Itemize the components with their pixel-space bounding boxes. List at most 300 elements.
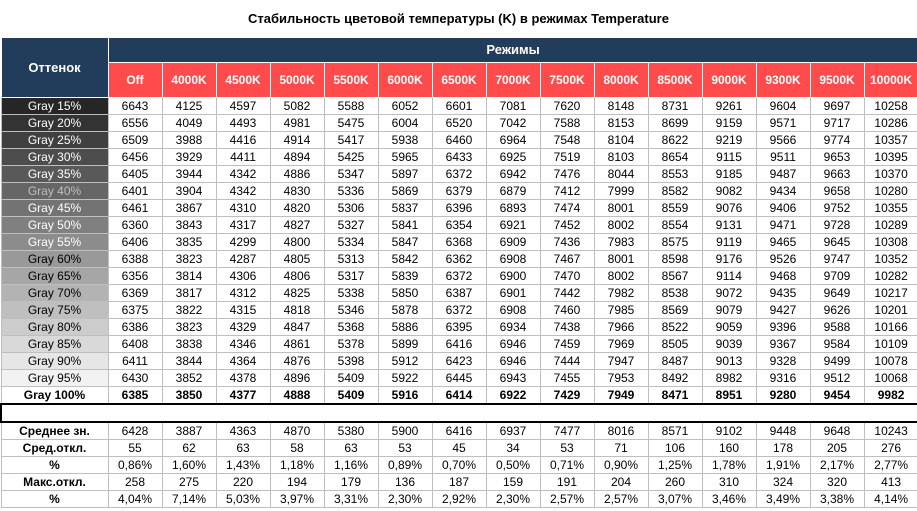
table-row — [1, 234, 917, 251]
stats-cell: 0,90% — [594, 457, 648, 474]
stats-cell: 1,78% — [702, 457, 756, 474]
table-cell: 4894 — [270, 149, 324, 166]
stats-cell: 204 — [594, 474, 648, 491]
table-row — [1, 251, 917, 268]
mode-header-8: 7500K — [540, 63, 594, 98]
stats-cell: 53 — [378, 440, 432, 457]
spacer-cell — [1, 404, 917, 422]
table-cell: 5317 — [324, 268, 378, 285]
table-cell: 3822 — [162, 302, 216, 319]
table-cell: 8654 — [648, 149, 702, 166]
stats-cell: 9102 — [702, 422, 756, 440]
stats-cell: 1,18% — [270, 457, 324, 474]
table-cell: 5886 — [378, 319, 432, 336]
table-cell: 5338 — [324, 285, 378, 302]
table-cell: 3867 — [162, 200, 216, 217]
table-cell: 3988 — [162, 132, 216, 149]
stats-cell: 179 — [324, 474, 378, 491]
table-cell: 4847 — [270, 319, 324, 336]
gray-label: Gray 55% — [1, 234, 108, 251]
table-cell: 4896 — [270, 370, 324, 387]
table-row — [1, 115, 917, 132]
stats-cell: 0,71% — [540, 457, 594, 474]
table-cell: 4416 — [216, 132, 270, 149]
stats-cell: 275 — [162, 474, 216, 491]
table-cell: 9653 — [810, 149, 864, 166]
stats-cell: 2,57% — [540, 491, 594, 508]
stats-cell: 63 — [324, 440, 378, 457]
table-cell: 9512 — [810, 370, 864, 387]
table-cell: 10217 — [864, 285, 917, 302]
mode-header-7: 7000K — [486, 63, 540, 98]
table-cell: 8731 — [648, 98, 702, 115]
mode-header-4: 5500K — [324, 63, 378, 98]
table-cell: 4886 — [270, 166, 324, 183]
gray-label: Gray 15% — [1, 98, 108, 115]
table-cell: 6396 — [432, 200, 486, 217]
table-cell: 6445 — [432, 370, 486, 387]
table-cell: 4800 — [270, 234, 324, 251]
table-cell: 10280 — [864, 183, 917, 200]
table-cell: 6423 — [432, 353, 486, 370]
stats-cell: 34 — [486, 440, 540, 457]
stats-cell: 2,92% — [432, 491, 486, 508]
table-cell: 9663 — [810, 166, 864, 183]
table-cell: 4329 — [216, 319, 270, 336]
stats-cell: 2,17% — [810, 457, 864, 474]
table-cell: 9487 — [756, 166, 810, 183]
table-cell: 6375 — [108, 302, 162, 319]
stats-cell: 5380 — [324, 422, 378, 440]
table-cell: 4342 — [216, 183, 270, 200]
table-cell: 8001 — [594, 251, 648, 268]
table-cell: 6908 — [486, 302, 540, 319]
table-cell: 5841 — [378, 217, 432, 234]
table-cell: 9571 — [756, 115, 810, 132]
table-cell: 5588 — [324, 98, 378, 115]
table-cell: 9982 — [864, 387, 917, 405]
table-row — [1, 217, 917, 234]
stats-cell: 2,30% — [378, 491, 432, 508]
table-cell: 6893 — [486, 200, 540, 217]
table-row — [1, 200, 917, 217]
mode-header-12: 9300K — [756, 63, 810, 98]
table-cell: 6922 — [486, 387, 540, 405]
table-cell: 10352 — [864, 251, 917, 268]
table-cell: 9752 — [810, 200, 864, 217]
table-cell: 6430 — [108, 370, 162, 387]
stats-cell: 71 — [594, 440, 648, 457]
table-cell: 6372 — [432, 166, 486, 183]
stats-row — [1, 474, 917, 491]
table-cell: 9649 — [810, 285, 864, 302]
mode-header-9: 8000K — [594, 63, 648, 98]
mode-header-14: 10000K — [864, 63, 917, 98]
table-cell: 9119 — [702, 234, 756, 251]
table-cell: 9499 — [810, 353, 864, 370]
table-cell: 5912 — [378, 353, 432, 370]
table-cell: 8699 — [648, 115, 702, 132]
table-cell: 9159 — [702, 115, 756, 132]
table-cell: 3904 — [162, 183, 216, 200]
table-cell: 6416 — [432, 336, 486, 353]
modes-header: Режимы — [108, 38, 917, 63]
header-row-modes — [1, 38, 917, 63]
table-cell: 10166 — [864, 319, 917, 336]
table-cell: 4299 — [216, 234, 270, 251]
gray-label: Gray 95% — [1, 370, 108, 387]
table-cell: 8148 — [594, 98, 648, 115]
table-cell: 8559 — [648, 200, 702, 217]
table-cell: 10289 — [864, 217, 917, 234]
table-cell: 8598 — [648, 251, 702, 268]
stats-cell: 1,60% — [162, 457, 216, 474]
table-row — [1, 183, 917, 200]
table-cell: 8153 — [594, 115, 648, 132]
table-cell: 5306 — [324, 200, 378, 217]
table-cell: 4310 — [216, 200, 270, 217]
table-cell: 8622 — [648, 132, 702, 149]
table-cell: 7588 — [540, 115, 594, 132]
table-cell: 9604 — [756, 98, 810, 115]
table-cell: 4914 — [270, 132, 324, 149]
table-cell: 8582 — [648, 183, 702, 200]
table-cell: 6925 — [486, 149, 540, 166]
table-cell: 4315 — [216, 302, 270, 319]
table-cell: 6368 — [432, 234, 486, 251]
table-cell: 4830 — [270, 183, 324, 200]
stats-cell: 324 — [756, 474, 810, 491]
stats-cell: 106 — [648, 440, 702, 457]
table-cell: 7459 — [540, 336, 594, 353]
table-cell: 4411 — [216, 149, 270, 166]
table-cell: 6379 — [432, 183, 486, 200]
table-cell: 8103 — [594, 149, 648, 166]
table-row — [1, 319, 917, 336]
stats-cell: 7,14% — [162, 491, 216, 508]
stats-cell: 194 — [270, 474, 324, 491]
table-cell: 6921 — [486, 217, 540, 234]
table-cell: 9013 — [702, 353, 756, 370]
table-cell: 4378 — [216, 370, 270, 387]
table-cell: 6509 — [108, 132, 162, 149]
stats-cell: 136 — [378, 474, 432, 491]
table-cell: 9471 — [756, 217, 810, 234]
gray-label: Gray 60% — [1, 251, 108, 268]
table-cell: 8104 — [594, 132, 648, 149]
stats-cell: 10243 — [864, 422, 917, 440]
table-cell: 3838 — [162, 336, 216, 353]
table-cell: 3929 — [162, 149, 216, 166]
table-cell: 5878 — [378, 302, 432, 319]
table-cell: 6356 — [108, 268, 162, 285]
table-cell: 9115 — [702, 149, 756, 166]
table-cell: 9176 — [702, 251, 756, 268]
table-cell: 7436 — [540, 234, 594, 251]
table-cell: 5327 — [324, 217, 378, 234]
table-cell: 4125 — [162, 98, 216, 115]
table-cell: 10078 — [864, 353, 917, 370]
stats-cell: 260 — [648, 474, 702, 491]
table-cell: 7476 — [540, 166, 594, 183]
stats-cell: 6428 — [108, 422, 162, 440]
table-cell: 6643 — [108, 98, 162, 115]
table-cell: 10109 — [864, 336, 917, 353]
table-cell: 7470 — [540, 268, 594, 285]
table-cell: 6901 — [486, 285, 540, 302]
table-cell: 7982 — [594, 285, 648, 302]
gray-label: Gray 100% — [1, 387, 108, 405]
table-cell: 9039 — [702, 336, 756, 353]
table-cell: 9626 — [810, 302, 864, 319]
table-cell: 5409 — [324, 370, 378, 387]
table-cell: 8553 — [648, 166, 702, 183]
stats-label: Среднее зн. — [1, 422, 108, 440]
table-cell: 5368 — [324, 319, 378, 336]
stats-cell: 8571 — [648, 422, 702, 440]
table-cell: 8567 — [648, 268, 702, 285]
table-cell: 6934 — [486, 319, 540, 336]
table-cell: 10068 — [864, 370, 917, 387]
table-cell: 8492 — [648, 370, 702, 387]
table-cell: 6946 — [486, 336, 540, 353]
stats-cell: 320 — [810, 474, 864, 491]
stats-cell: 55 — [108, 440, 162, 457]
table-cell: 4805 — [270, 251, 324, 268]
table-cell: 6964 — [486, 132, 540, 149]
table-cell: 5336 — [324, 183, 378, 200]
table-cell: 5082 — [270, 98, 324, 115]
table-cell: 9406 — [756, 200, 810, 217]
table-cell: 6946 — [486, 353, 540, 370]
table-cell: 4049 — [162, 115, 216, 132]
stats-cell: 187 — [432, 474, 486, 491]
table-cell: 8044 — [594, 166, 648, 183]
table-cell: 4364 — [216, 353, 270, 370]
table-cell: 9280 — [756, 387, 810, 405]
table-cell: 8002 — [594, 217, 648, 234]
stats-cell: 3,97% — [270, 491, 324, 508]
stats-cell: 1,16% — [324, 457, 378, 474]
table-cell: 4317 — [216, 217, 270, 234]
stats-cell: 3887 — [162, 422, 216, 440]
stats-cell: 4,04% — [108, 491, 162, 508]
table-cell: 4312 — [216, 285, 270, 302]
table-cell: 6414 — [432, 387, 486, 405]
table-row — [1, 387, 917, 405]
table-cell: 9728 — [810, 217, 864, 234]
table-cell: 5425 — [324, 149, 378, 166]
stats-cell: 3,38% — [810, 491, 864, 508]
table-cell: 7474 — [540, 200, 594, 217]
table-cell: 8471 — [648, 387, 702, 405]
stats-cell: 5,03% — [216, 491, 270, 508]
table-cell: 6406 — [108, 234, 162, 251]
table-cell: 6405 — [108, 166, 162, 183]
mode-header-2: 4500K — [216, 63, 270, 98]
mode-header-3: 5000K — [270, 63, 324, 98]
stats-cell: 0,86% — [108, 457, 162, 474]
stats-cell: 2,77% — [864, 457, 917, 474]
stats-cell: 3,31% — [324, 491, 378, 508]
stats-cell: 160 — [702, 440, 756, 457]
table-cell: 7519 — [540, 149, 594, 166]
table-cell: 6908 — [486, 251, 540, 268]
table-cell: 7438 — [540, 319, 594, 336]
table-cell: 6411 — [108, 353, 162, 370]
table-cell: 8002 — [594, 268, 648, 285]
table-cell: 5347 — [324, 166, 378, 183]
table-cell: 6004 — [378, 115, 432, 132]
stats-cell: 3,07% — [648, 491, 702, 508]
gray-label: Gray 30% — [1, 149, 108, 166]
table-cell: 3844 — [162, 353, 216, 370]
table-cell: 9465 — [756, 234, 810, 251]
table-cell: 9072 — [702, 285, 756, 302]
table-cell: 4820 — [270, 200, 324, 217]
table-cell: 7042 — [486, 115, 540, 132]
table-cell: 7444 — [540, 353, 594, 370]
stats-cell: 3,46% — [702, 491, 756, 508]
table-row — [1, 285, 917, 302]
table-cell: 9185 — [702, 166, 756, 183]
gray-label: Gray 90% — [1, 353, 108, 370]
stats-cell: 310 — [702, 474, 756, 491]
table-cell: 8487 — [648, 353, 702, 370]
table-cell: 3814 — [162, 268, 216, 285]
table-cell: 3817 — [162, 285, 216, 302]
table-cell: 10201 — [864, 302, 917, 319]
table-cell: 7953 — [594, 370, 648, 387]
stats-cell: 63 — [216, 440, 270, 457]
table-cell: 5346 — [324, 302, 378, 319]
stats-row — [1, 457, 917, 474]
table-cell: 9526 — [756, 251, 810, 268]
table-cell: 6879 — [486, 183, 540, 200]
table-cell: 3823 — [162, 319, 216, 336]
table-cell: 6385 — [108, 387, 162, 405]
stats-cell: 58 — [270, 440, 324, 457]
gray-label: Gray 85% — [1, 336, 108, 353]
table-cell: 6052 — [378, 98, 432, 115]
page-title: Стабильность цветовой температуры (K) в режимах Temperature — [248, 11, 669, 26]
stats-cell: 2,57% — [594, 491, 648, 508]
stats-cell: 0,89% — [378, 457, 432, 474]
table-cell: 6362 — [432, 251, 486, 268]
table-cell: 4888 — [270, 387, 324, 405]
table-cell: 5839 — [378, 268, 432, 285]
table-cell: 5938 — [378, 132, 432, 149]
table-cell: 9435 — [756, 285, 810, 302]
table-cell: 9131 — [702, 217, 756, 234]
table-cell: 8505 — [648, 336, 702, 353]
table-cell: 6456 — [108, 149, 162, 166]
gray-label: Gray 40% — [1, 183, 108, 200]
stats-cell: 0,70% — [432, 457, 486, 474]
table-cell: 5847 — [378, 234, 432, 251]
stats-cell: 413 — [864, 474, 917, 491]
table-cell: 4346 — [216, 336, 270, 353]
gray-label: Gray 65% — [1, 268, 108, 285]
table-cell: 6408 — [108, 336, 162, 353]
table-cell: 9709 — [810, 268, 864, 285]
table-cell: 9076 — [702, 200, 756, 217]
table-cell: 9079 — [702, 302, 756, 319]
table-cell: 8569 — [648, 302, 702, 319]
table-cell: 10282 — [864, 268, 917, 285]
table-cell: 9059 — [702, 319, 756, 336]
stats-cell: 5900 — [378, 422, 432, 440]
table-cell: 7983 — [594, 234, 648, 251]
table-cell: 9697 — [810, 98, 864, 115]
stats-cell: 0,50% — [486, 457, 540, 474]
mode-header-1: 4000K — [162, 63, 216, 98]
table-cell: 6360 — [108, 217, 162, 234]
table-cell: 4306 — [216, 268, 270, 285]
table-cell: 8538 — [648, 285, 702, 302]
table-cell: 10355 — [864, 200, 917, 217]
table-cell: 6369 — [108, 285, 162, 302]
table-cell: 4806 — [270, 268, 324, 285]
table-cell: 9367 — [756, 336, 810, 353]
table-cell: 5965 — [378, 149, 432, 166]
table-cell: 6943 — [486, 370, 540, 387]
stats-label: Сред.откл. — [1, 440, 108, 457]
table-cell: 6461 — [108, 200, 162, 217]
table-cell: 9588 — [810, 319, 864, 336]
table-cell: 9658 — [810, 183, 864, 200]
table-cell: 9427 — [756, 302, 810, 319]
table-row — [1, 268, 917, 285]
table-cell: 9328 — [756, 353, 810, 370]
table-cell: 7460 — [540, 302, 594, 319]
table-cell: 5313 — [324, 251, 378, 268]
table-cell: 4377 — [216, 387, 270, 405]
mode-header-5: 6000K — [378, 63, 432, 98]
table-cell: 5417 — [324, 132, 378, 149]
stability-table — [0, 37, 917, 508]
table-cell: 6556 — [108, 115, 162, 132]
stats-label: Макс.откл. — [1, 474, 108, 491]
stats-cell: 191 — [540, 474, 594, 491]
table-cell: 7455 — [540, 370, 594, 387]
table-cell: 7429 — [540, 387, 594, 405]
table-cell: 6372 — [432, 268, 486, 285]
table-cell: 7999 — [594, 183, 648, 200]
table-cell: 10357 — [864, 132, 917, 149]
table-cell: 6520 — [432, 115, 486, 132]
table-cell: 8575 — [648, 234, 702, 251]
table-cell: 9566 — [756, 132, 810, 149]
stats-cell: 1,25% — [648, 457, 702, 474]
table-cell: 5475 — [324, 115, 378, 132]
table-cell: 6387 — [432, 285, 486, 302]
gray-label: Gray 75% — [1, 302, 108, 319]
table-row — [1, 302, 917, 319]
stats-cell: 4,14% — [864, 491, 917, 508]
table-cell: 3944 — [162, 166, 216, 183]
stats-cell: 1,91% — [756, 457, 810, 474]
stats-cell: 62 — [162, 440, 216, 457]
table-cell: 9261 — [702, 98, 756, 115]
stats-cell: 7477 — [540, 422, 594, 440]
stats-label: % — [1, 491, 108, 508]
stats-cell: 2,30% — [486, 491, 540, 508]
mode-header-11: 9000K — [702, 63, 756, 98]
table-cell: 5916 — [378, 387, 432, 405]
table-row — [1, 336, 917, 353]
table-row — [1, 370, 917, 387]
